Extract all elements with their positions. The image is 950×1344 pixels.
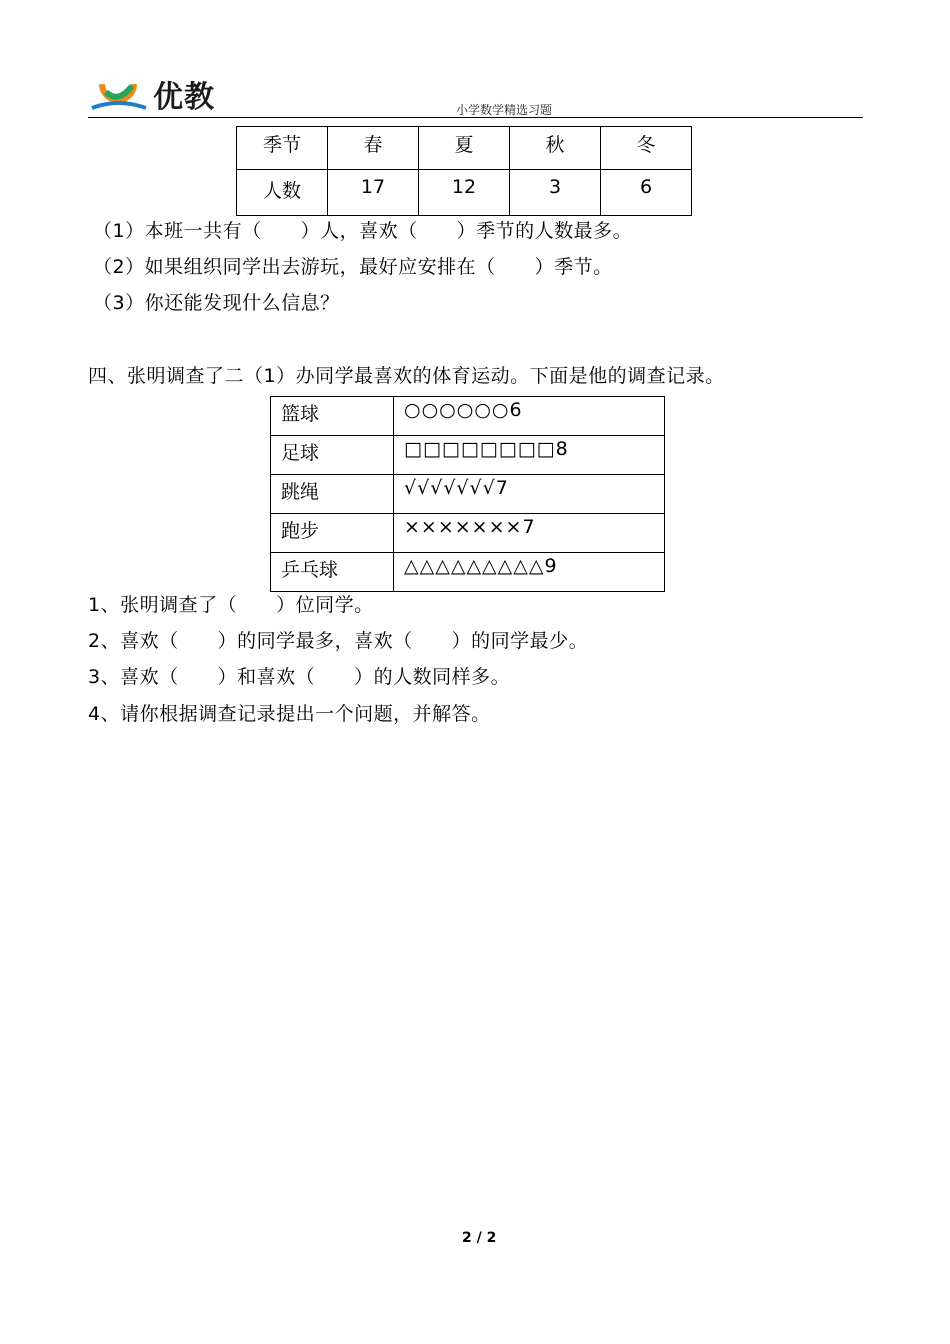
- tally-marks: △△△△△△△△△9: [394, 553, 665, 592]
- table-cell: 季节: [237, 127, 328, 170]
- table-cell: 冬: [601, 127, 692, 170]
- tally-marks: √√√√√√√7: [394, 475, 665, 514]
- question-text: （2）如果组织同学出去游玩，最好应安排在（ ）季节。: [93, 256, 613, 278]
- sport-name: 足球: [271, 436, 394, 475]
- sport-name: 乒乓球: [271, 553, 394, 592]
- tally-marks: ○○○○○○6: [394, 397, 665, 436]
- header-title: 小学数学精选习题: [456, 103, 553, 117]
- brand-name: 优教: [153, 80, 215, 115]
- table-cell: 12: [419, 170, 510, 216]
- table-cell: 人数: [237, 170, 328, 216]
- table-cell: 17: [328, 170, 419, 216]
- question-text: 2、喜欢（ ）的同学最多，喜欢（ ）的同学最少。: [88, 630, 589, 652]
- table-cell: 春: [328, 127, 419, 170]
- table-row: [271, 475, 665, 514]
- sport-name: 跳绳: [271, 475, 394, 514]
- question-text: 3、喜欢（ ）和喜欢（ ）的人数同样多。: [88, 666, 511, 688]
- table-row: [237, 170, 692, 216]
- table-row: [237, 127, 692, 170]
- question-text: 4、请你根据调查记录提出一个问题，并解答。: [88, 703, 491, 725]
- question-text: 1、张明调查了（ ）位同学。: [88, 594, 374, 616]
- tally-marks: □□□□□□□□8: [394, 436, 665, 475]
- table-row: [271, 553, 665, 592]
- table-cell: 6: [601, 170, 692, 216]
- question-text: （1）本班一共有（ ）人，喜欢（ ）季节的人数最多。: [93, 220, 633, 242]
- page-number: 2 / 2: [462, 1230, 497, 1246]
- question-text: （3）你还能发现什么信息？: [93, 292, 340, 314]
- tally-marks: ×××××××7: [394, 514, 665, 553]
- sport-name: 跑步: [271, 514, 394, 553]
- sport-survey-table: [270, 396, 665, 592]
- sport-name: 篮球: [271, 397, 394, 436]
- table-row: [271, 397, 665, 436]
- section-title: 四、张明调查了二（1）办同学最喜欢的体育运动。下面是他的调查记录。: [88, 365, 725, 387]
- table-cell: 3: [510, 170, 601, 216]
- table-row: [271, 436, 665, 475]
- table-cell: 秋: [510, 127, 601, 170]
- header-divider: [88, 117, 863, 118]
- season-table: [236, 126, 692, 216]
- table-row: [271, 514, 665, 553]
- table-cell: 夏: [419, 127, 510, 170]
